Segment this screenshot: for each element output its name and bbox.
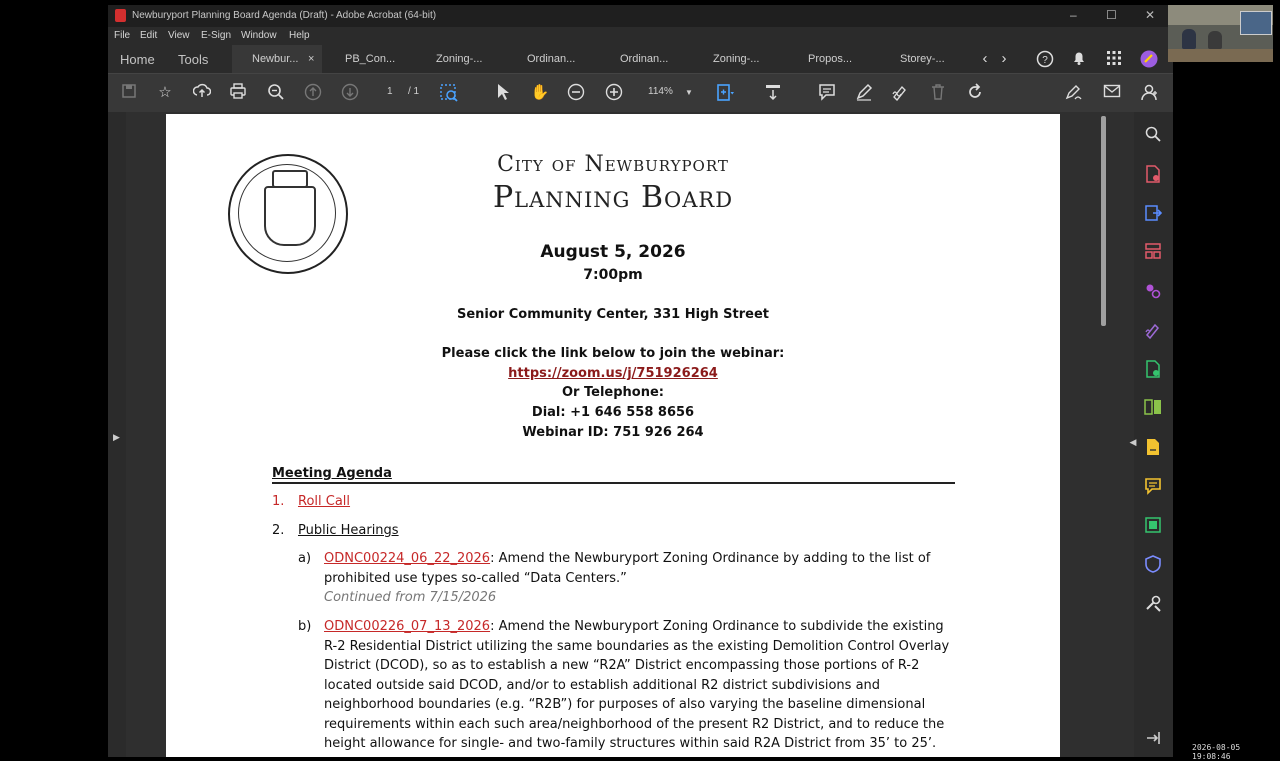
- comment-icon[interactable]: [817, 83, 837, 103]
- menu-esign[interactable]: E-Sign: [201, 30, 232, 41]
- menu-bar: [108, 27, 1173, 45]
- user-avatar-icon[interactable]: [1140, 50, 1158, 68]
- hearing-body: [324, 617, 954, 754]
- document-viewport[interactable]: [126, 112, 1134, 757]
- hearing-description: : Amend the Newburyport Zoning Ordinance by adding to the list of prohibited use types so-called “Data Centers.”: [324, 551, 931, 586]
- webinar-prompt: Please click the link below to join the webinar:: [441, 346, 785, 361]
- delete-icon[interactable]: [928, 83, 948, 103]
- close-tab-icon[interactable]: ×: [308, 53, 315, 65]
- or-telephone: Or Telephone:: [562, 385, 664, 400]
- doc-tab[interactable]: Propos...: [808, 53, 853, 65]
- scroll-mode-icon[interactable]: [763, 83, 783, 103]
- tab-home[interactable]: Home: [120, 52, 155, 67]
- fill-sign-icon[interactable]: [1143, 321, 1163, 341]
- menu-edit[interactable]: Edit: [140, 30, 158, 41]
- agenda-item-label[interactable]: Roll Call: [298, 494, 351, 509]
- create-pdf-icon[interactable]: [1143, 165, 1163, 185]
- menu-help[interactable]: Help: [289, 30, 310, 41]
- request-signature-icon[interactable]: [1143, 438, 1163, 458]
- tab-tools[interactable]: Tools: [178, 52, 209, 67]
- maximize-button[interactable]: ☐: [1106, 8, 1117, 22]
- export-pdf-icon[interactable]: [1143, 204, 1163, 224]
- edit-pdf-icon[interactable]: [1064, 83, 1084, 103]
- pdf-page: [166, 114, 1060, 757]
- exit-panel-icon[interactable]: [1143, 730, 1163, 750]
- right-tools-rail: [1129, 112, 1173, 757]
- organize-pages-icon[interactable]: [1143, 243, 1163, 263]
- help-icon[interactable]: [1036, 50, 1054, 68]
- tab-bar: [108, 45, 1173, 73]
- search-icon[interactable]: [1143, 126, 1163, 146]
- close-window-button[interactable]: ✕: [1145, 8, 1156, 22]
- svg-text:?: ?: [1042, 55, 1048, 66]
- save-icon[interactable]: [119, 83, 139, 103]
- zoom-level-select[interactable]: 114%: [648, 86, 673, 97]
- agenda-divider: [272, 482, 955, 484]
- acrobat-window: [108, 5, 1173, 757]
- zoom-dropdown-chevron-icon[interactable]: ▼: [685, 88, 693, 97]
- meeting-location: Senior Community Center, 331 High Street: [456, 307, 770, 322]
- video-thumbnail: [1168, 5, 1273, 62]
- hearing-code-link[interactable]: ODNC00226_07_13_2026: [324, 619, 491, 634]
- cloud-upload-icon[interactable]: [192, 83, 212, 103]
- zoom-in-icon[interactable]: [604, 83, 624, 103]
- bell-icon[interactable]: [1070, 50, 1088, 68]
- city-name: City of Newburyport: [497, 152, 729, 177]
- share-link-icon[interactable]: [1143, 282, 1163, 302]
- protect-shield-icon[interactable]: [1143, 555, 1163, 575]
- hand-tool-icon[interactable]: ✋: [530, 84, 550, 101]
- page-number-input[interactable]: 1: [387, 86, 393, 97]
- hearing-item-b: [298, 617, 958, 757]
- menu-window[interactable]: Window: [241, 30, 277, 41]
- search-zoom-icon[interactable]: [266, 83, 286, 103]
- hearing-description: : Amend the Newburyport Zoning Ordinance to subdivide the existing R-2 Residential District utilizing the same boundaries as the existing Demolition Control Overlay District (DCOD), so as to establish a new “R2A” District encompassing those portions of R-2 located outside said DCOD, and/or to establish additional R2 district subdivisions and neighborhood boundaries (e.g. “R2B”) for purposes of also varying the baseline dimensional requirements within each such area/neighborhood of the present R2 District, and to reduce the height allowance for single- and two-family structures within said R2A District from 35’ to 25’.: [324, 619, 950, 751]
- board-name: Planning Board: [492, 180, 734, 215]
- email-icon[interactable]: [1102, 83, 1122, 103]
- highlight-pen-icon[interactable]: [854, 83, 874, 103]
- webinar-link[interactable]: https://zoom.us/j/751926264: [508, 366, 718, 381]
- doc-tab[interactable]: Ordinan...: [527, 53, 576, 65]
- hearing-letter: a): [298, 551, 312, 566]
- dial-number: Dial: +1 646 558 8656: [531, 405, 695, 420]
- expand-left-panel-icon[interactable]: ▶: [113, 432, 120, 442]
- hearing-note: Continued from 7/15/2026: [324, 590, 497, 605]
- webinar-id: Webinar ID: 751 926 264: [522, 425, 704, 440]
- bookmark-star-icon[interactable]: ☆: [158, 84, 172, 101]
- page-up-icon[interactable]: [303, 83, 323, 103]
- left-panel-collapsed[interactable]: [108, 112, 126, 757]
- agenda-heading: Meeting Agenda: [272, 466, 392, 481]
- agenda-item-number: 1.: [272, 494, 285, 509]
- menu-view[interactable]: View: [168, 30, 190, 41]
- meeting-date: August 5, 2026: [540, 242, 686, 262]
- hearing-item-a: [298, 549, 958, 609]
- tabs-prev-icon[interactable]: ‹: [982, 50, 988, 67]
- doc-tab[interactable]: Storey-...: [900, 53, 945, 65]
- share-user-icon[interactable]: [1139, 83, 1159, 103]
- menu-file[interactable]: File: [114, 30, 131, 41]
- rotate-icon[interactable]: [965, 83, 985, 103]
- doc-tab[interactable]: Zoning-...: [713, 53, 760, 65]
- scan-ocr-icon[interactable]: [1143, 516, 1163, 536]
- compare-files-icon[interactable]: [1143, 399, 1163, 419]
- collapse-right-rail-icon[interactable]: ◀: [1129, 437, 1137, 447]
- tabs-next-icon[interactable]: ›: [1001, 50, 1007, 67]
- edit-pdf-tool-icon[interactable]: [1143, 360, 1163, 380]
- select-cursor-icon[interactable]: [493, 83, 513, 103]
- doc-tab[interactable]: PB_Con...: [345, 53, 396, 65]
- print-icon[interactable]: [228, 83, 248, 103]
- meeting-time: 7:00pm: [583, 267, 643, 283]
- minimize-button[interactable]: –: [1070, 8, 1077, 22]
- hearing-letter: b): [298, 619, 312, 634]
- apps-grid-icon[interactable]: [1105, 50, 1123, 68]
- page-total: / 1: [408, 86, 420, 97]
- comment-tool-icon[interactable]: [1143, 477, 1163, 497]
- doc-tab-active[interactable]: Newbur...: [232, 45, 322, 73]
- title-bar: [108, 5, 1173, 27]
- hearing-body: [324, 549, 954, 608]
- doc-tab[interactable]: Zoning-...: [436, 53, 483, 65]
- page-down-icon[interactable]: [340, 83, 360, 103]
- page-fit-icon[interactable]: [715, 83, 735, 103]
- window-title: Newburyport Planning Board Agenda (Draft) - Adobe Acrobat (64-bit): [132, 10, 437, 21]
- recording-timestamp: 2026-08-05 19:08:46: [1192, 743, 1241, 761]
- agenda-item-number: 2.: [272, 523, 285, 538]
- sign-icon[interactable]: [890, 83, 910, 103]
- doc-tab[interactable]: Ordinan...: [620, 53, 669, 65]
- vertical-scrollbar[interactable]: [1101, 116, 1106, 326]
- more-tools-icon[interactable]: [1143, 594, 1163, 614]
- marquee-zoom-icon[interactable]: [439, 83, 459, 103]
- acrobat-app-icon: [115, 9, 126, 22]
- tool-bar: [108, 73, 1173, 112]
- agenda-item-label[interactable]: Public Hearings: [298, 523, 399, 538]
- zoom-out-icon[interactable]: [566, 83, 586, 103]
- hearing-code-link[interactable]: ODNC00224_06_22_2026: [324, 551, 491, 566]
